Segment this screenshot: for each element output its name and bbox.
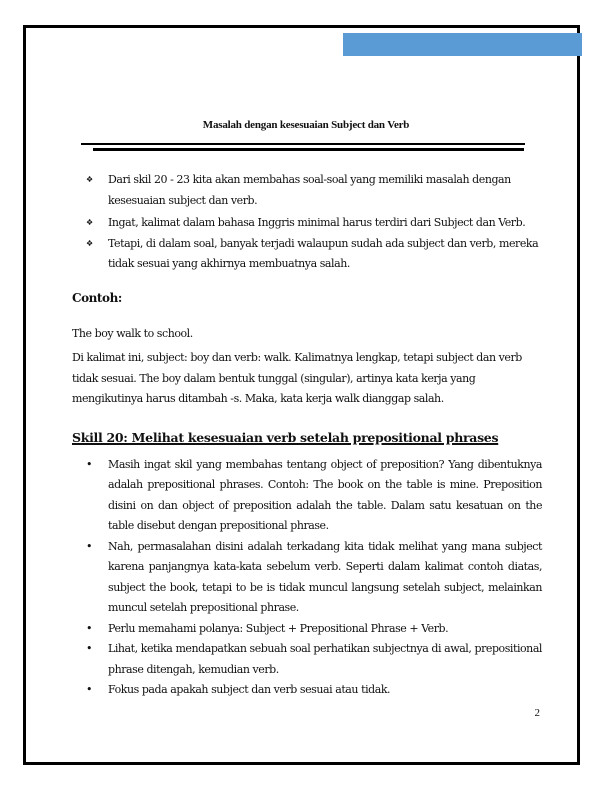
intro-bullet-item — [72, 170, 542, 211]
dot-bullet-icon: • — [86, 457, 93, 471]
skill-section — [72, 428, 542, 701]
title-rule-top — [81, 143, 525, 145]
example-explanation: Di kalimat ini, subject: boy dan verb: walk. Kalimatnya lengkap, tetapi subject dan verb tidak sesuai. The boy dalam bentuk tunggal (singular), artinya kata kerja yang mengikutinya harus ditambah -s. Maka, kata kerja walk dianggap salah. — [72, 351, 522, 405]
skill-bullet-item — [72, 537, 542, 619]
skill-bullet-text: Nah, permasalahan disini adalah terkadang kita tidak melihat yang mana subject karena panjangnya kata-kata sebelum verb. Seperti dalam kalimat contoh diatas, subject the book, tetapi to be is tidak muncul langsung setelah subject, melainkan muncul setelah prepositional phrase. — [108, 539, 542, 614]
diamond-bullet-icon: ❖ — [86, 175, 93, 184]
title-rule-bottom — [93, 148, 524, 151]
skill-bullet-item — [72, 680, 542, 701]
example-heading: Contoh: — [72, 291, 122, 305]
intro-bullet-text: Tetapi, di dalam soal, banyak terjadi walaupun sudah ada subject dan verb, mereka tidak sesuai yang akhirnya membuatnya salah. — [108, 236, 539, 270]
dot-bullet-icon: • — [86, 539, 93, 553]
intro-bullet-text: Dari skil 20 - 23 kita akan membahas soal-soal yang memiliki masalah dengan kesesuaian subject dan verb. — [108, 173, 511, 207]
skill-bullet-text: Perlu memahami polanya: Subject + Prepositional Phrase + Verb. — [108, 621, 449, 635]
intro-bullet-text: Ingat, kalimat dalam bahasa Inggris minimal harus terdiri dari Subject dan Verb. — [108, 216, 526, 229]
intro-section — [72, 170, 542, 275]
dot-bullet-icon: • — [86, 642, 93, 655]
dot-bullet-icon: • — [86, 621, 93, 635]
document-title: Masalah dengan kesesuaian Subject dan Verb — [202, 119, 410, 131]
skill-bullet-text: Fokus pada apakah subject dan verb sesuai atau tidak. — [108, 683, 391, 696]
intro-bullet-list — [72, 170, 542, 275]
skill-bullet-list — [72, 455, 542, 701]
skill-bullet-item — [72, 619, 542, 640]
intro-bullet-item — [72, 234, 542, 275]
intro-bullet-item — [72, 213, 542, 234]
skill-bullet-text: Masih ingat skil yang membahas tentang object of preposition? Yang dibentuknya adalah prepositional phrases. Contoh: The book on the table is mine. Preposition disini on dan object of preposition adalah the table. Dalam satu kesatuan on the table disebut dengan prepositional phrase. — [108, 457, 542, 532]
example-sentence: The boy walk to school. — [72, 326, 193, 340]
diamond-bullet-icon: ❖ — [86, 218, 93, 227]
example-section — [72, 288, 542, 410]
skill-bullet-item — [72, 639, 542, 680]
diamond-bullet-icon: ❖ — [86, 238, 93, 248]
page-number: 2 — [534, 707, 540, 719]
header-accent-bar — [343, 33, 582, 56]
skill-bullet-text: Lihat, ketika mendapatkan sebuah soal perhatikan subjectnya di awal, prepositional phrase ditengah, kemudian verb. — [108, 642, 542, 676]
skill-heading: Skill 20: Melihat kesesuaian verb setelah prepositional phrases — [72, 430, 499, 445]
skill-bullet-item — [72, 455, 542, 537]
dot-bullet-icon: • — [86, 683, 93, 696]
